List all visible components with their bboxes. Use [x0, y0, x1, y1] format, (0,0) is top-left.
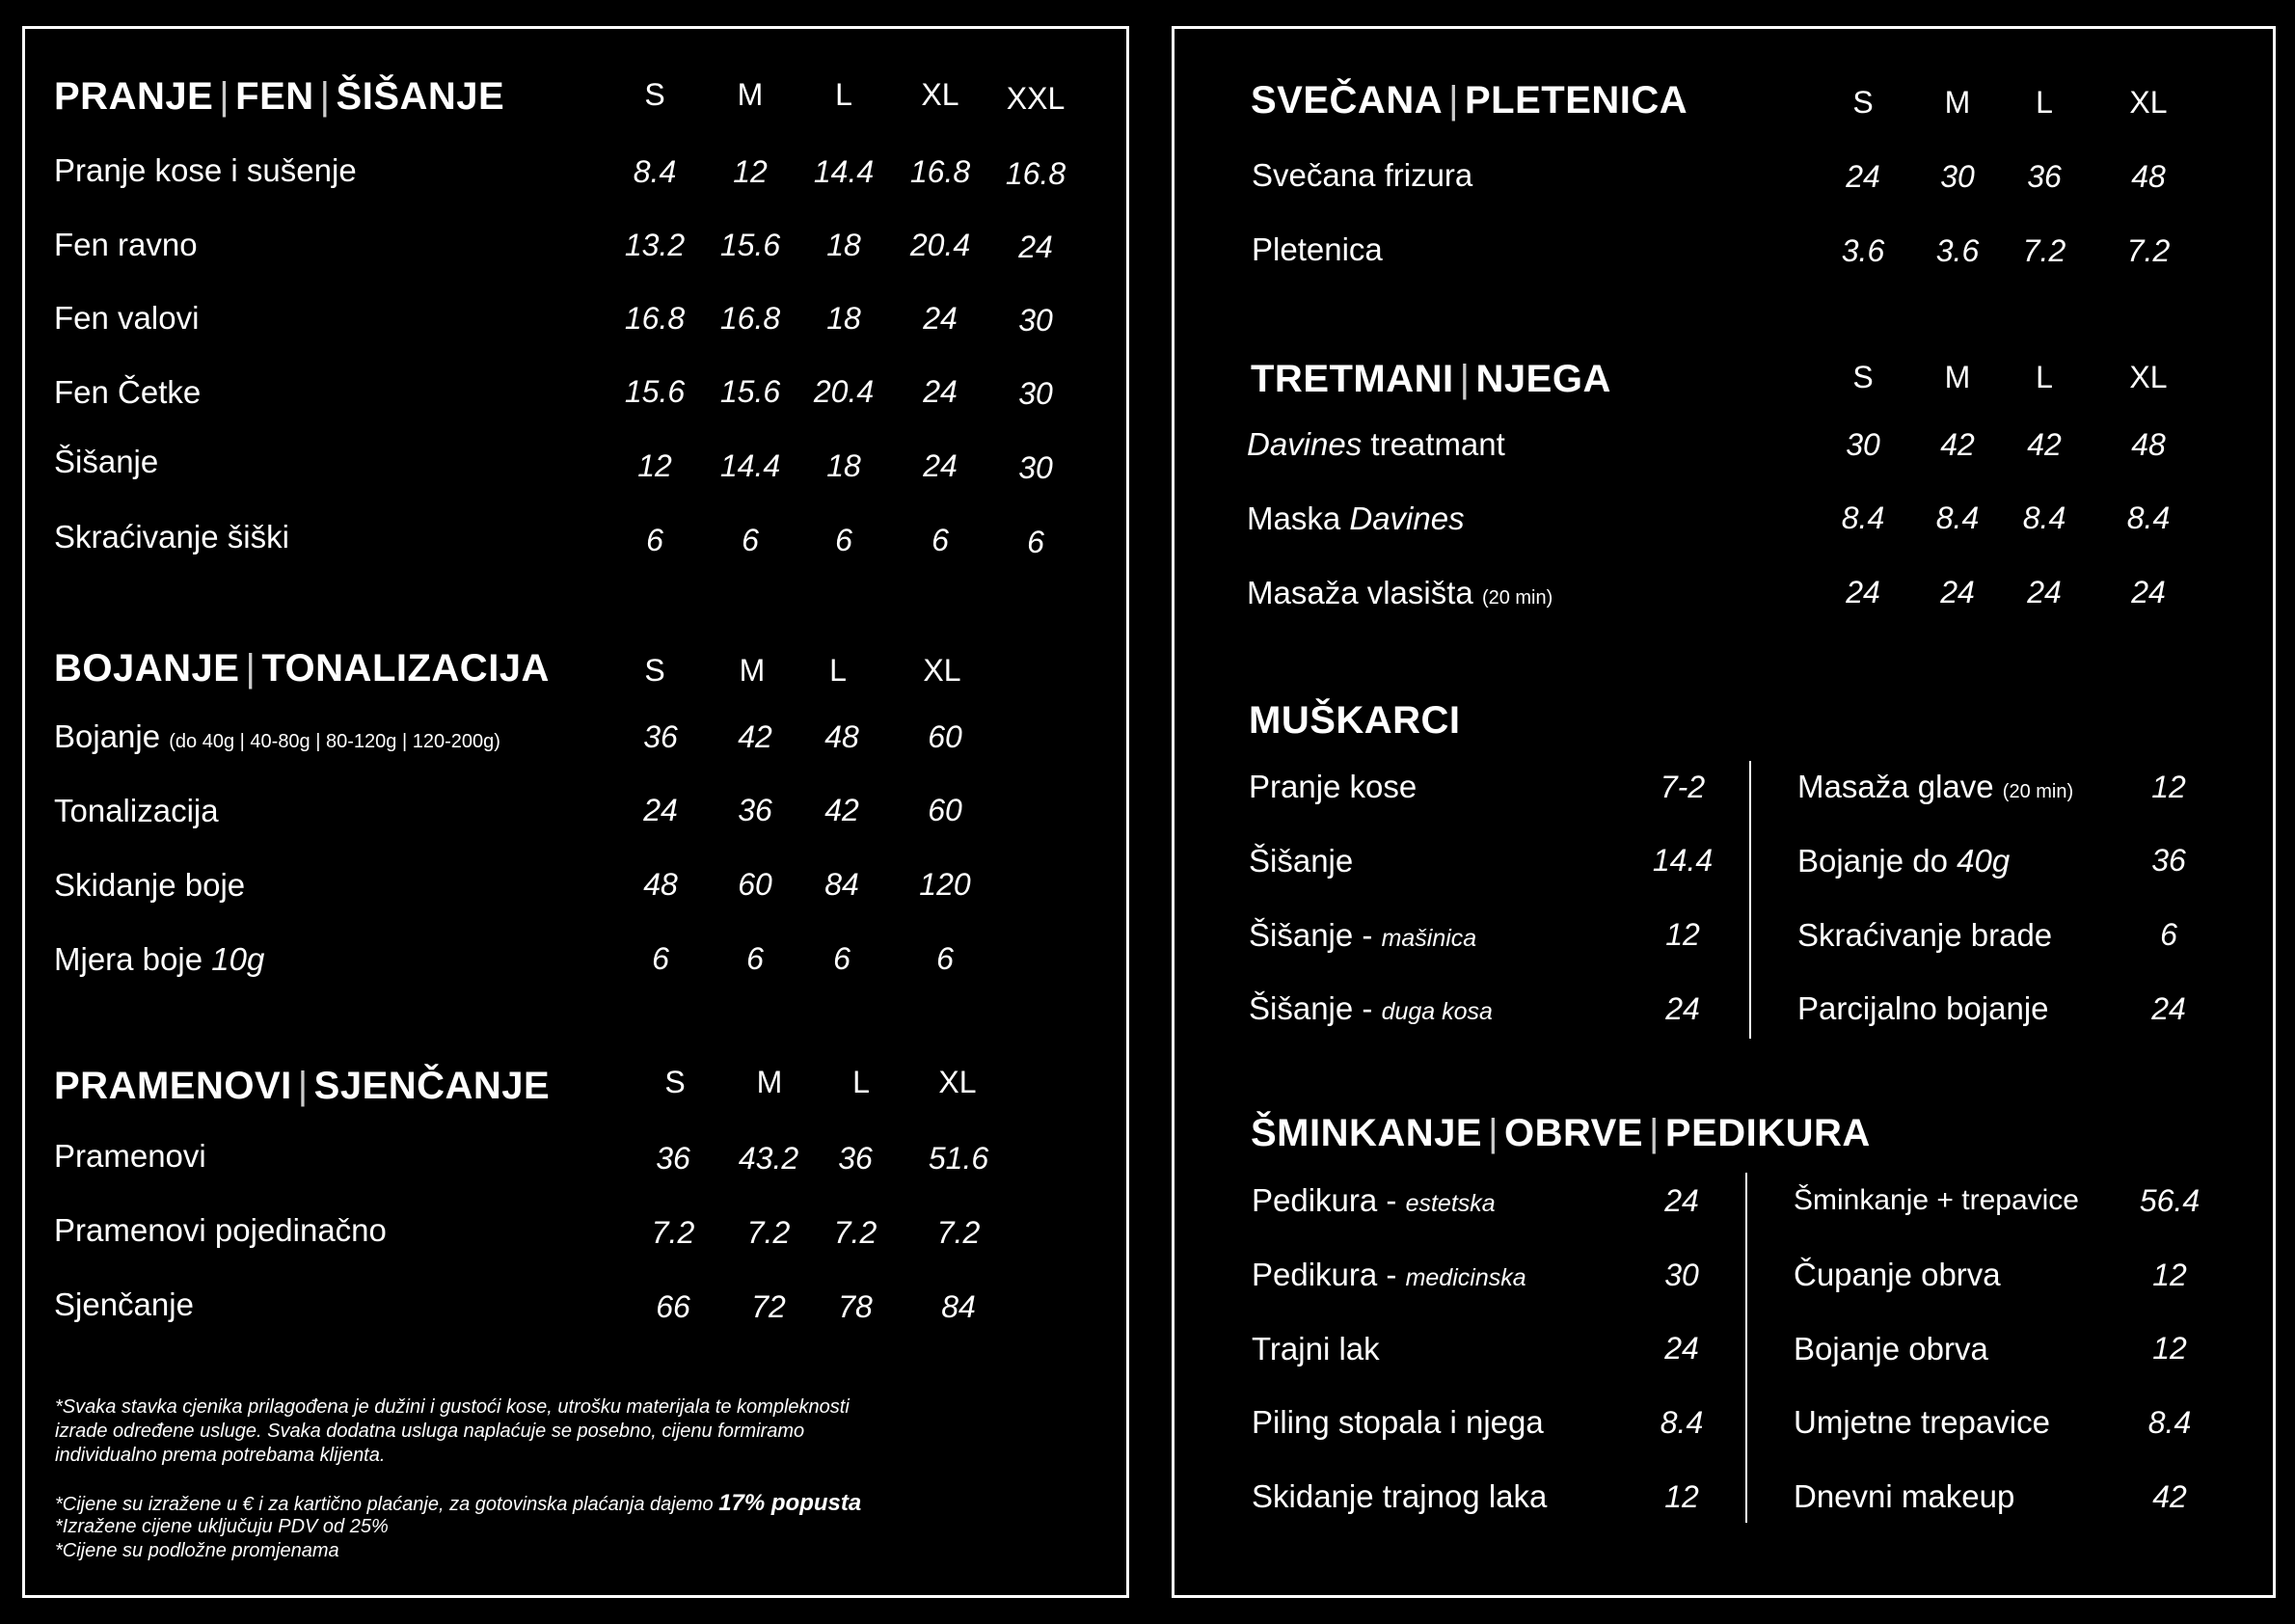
- price-value: 6: [646, 523, 663, 557]
- price-value: 12: [1664, 1479, 1699, 1514]
- col-header: XL: [2129, 85, 2168, 120]
- service-label: Šišanje: [54, 444, 159, 479]
- price-value: 7.2: [2022, 233, 2066, 268]
- col-header: XL: [921, 77, 959, 112]
- price-value: 8.4: [633, 154, 677, 189]
- col-header: L: [829, 653, 847, 688]
- service-label: Skraćivanje brade: [1797, 917, 2053, 953]
- service-label: Masaža glave (20 min): [1797, 769, 2074, 804]
- service-label: Trajni lak: [1252, 1331, 1380, 1367]
- service-label: Bojanje do 40g: [1797, 843, 2011, 879]
- price-value: 3.6: [1935, 233, 1980, 268]
- price-value: 60: [738, 867, 772, 902]
- price-value: 24: [1940, 575, 1975, 609]
- price-value: 42: [2152, 1479, 2187, 1514]
- col-header: S: [1852, 85, 1874, 120]
- price-value: 36: [838, 1141, 873, 1176]
- price-value: 6: [2160, 917, 2177, 952]
- price-value: 36: [643, 719, 678, 754]
- service-label: Bojanje (do 40g | 40-80g | 80-120g | 120-200g): [54, 718, 500, 754]
- price-value: 60: [928, 793, 962, 827]
- col-header: M: [756, 1065, 783, 1099]
- section-title-sminkanje: ŠMINKANJE | OBRVE | PEDIKURA: [1251, 1112, 1871, 1154]
- price-value: 48: [2131, 427, 2166, 462]
- service-label: Šišanje - duga kosa: [1249, 990, 1493, 1026]
- footnote: *Svaka stavka cjenika prilagođena je dužini i gustoći kose, utrošku materijala te kompleknosti: [55, 1396, 850, 1418]
- service-label: Sjenčanje: [54, 1286, 194, 1322]
- price-value: 7.2: [2126, 233, 2171, 268]
- price-value: 120: [919, 867, 971, 902]
- price-value: 24: [923, 374, 958, 409]
- price-value: 12: [2152, 1258, 2187, 1292]
- price-value: 8.4: [2022, 501, 2066, 535]
- section-title-pramenovi: PRAMENOVI | SJENČANJE: [54, 1065, 551, 1107]
- col-header: S: [664, 1065, 686, 1099]
- section-title-muskarci: MUŠKARCI: [1249, 699, 1461, 742]
- price-value: 48: [824, 719, 859, 754]
- col-header: M: [1944, 360, 1971, 394]
- col-header: XXL: [1006, 81, 1066, 116]
- price-value: 43.2: [738, 1141, 799, 1176]
- price-value: 24: [1018, 230, 1053, 264]
- price-value: 6: [936, 941, 954, 976]
- price-value: 42: [2027, 427, 2062, 462]
- price-value: 7.2: [936, 1215, 981, 1250]
- service-label: Pramenovi: [54, 1138, 206, 1174]
- service-label: Pranje kose: [1249, 769, 1418, 804]
- service-label: Šminkanje + trepavice: [1794, 1184, 2079, 1216]
- price-value: 16.8: [909, 154, 971, 189]
- price-value: 66: [656, 1289, 690, 1324]
- price-value: 24: [1665, 991, 1700, 1026]
- price-value: 12: [2151, 770, 2186, 804]
- price-value: 16.8: [1005, 156, 1066, 191]
- price-value: 42: [824, 793, 859, 827]
- footnote: *Cijene su podložne promjenama: [55, 1540, 339, 1561]
- service-label: Piling stopala i njega: [1252, 1404, 1544, 1440]
- price-value: 18: [826, 448, 861, 483]
- price-value: 15.6: [719, 374, 781, 409]
- price-value: 18: [826, 228, 861, 262]
- service-label: Čupanje obrva: [1794, 1257, 2001, 1292]
- price-value: 8.4: [2147, 1405, 2192, 1440]
- price-value: 8.4: [1841, 501, 1885, 535]
- price-value: 84: [941, 1289, 976, 1324]
- col-header: L: [835, 77, 852, 112]
- col-header: S: [644, 77, 665, 112]
- price-value: 36: [656, 1141, 690, 1176]
- price-value: 78: [838, 1289, 873, 1324]
- col-header: XL: [923, 653, 961, 688]
- price-value: 6: [932, 523, 949, 557]
- service-label: Skidanje trajnog laka: [1252, 1478, 1548, 1514]
- service-label: Pletenica: [1252, 231, 1383, 267]
- price-value: 36: [2151, 843, 2186, 878]
- column-divider: [1745, 1173, 1747, 1523]
- price-value: 14.4: [1652, 843, 1714, 878]
- section-title-pranje: PRANJE | FEN | ŠIŠANJE: [54, 75, 505, 118]
- section-title-bojanje: BOJANJE | TONALIZACIJA: [54, 647, 550, 690]
- price-value: 13.2: [624, 228, 686, 262]
- service-label: Dnevni makeup: [1794, 1478, 2015, 1514]
- price-value: 8.4: [1935, 501, 1980, 535]
- price-value: 24: [1846, 159, 1880, 194]
- price-value: 15.6: [624, 374, 686, 409]
- price-value: 56.4: [2139, 1183, 2200, 1218]
- price-value: 3.6: [1841, 233, 1885, 268]
- price-value: 42: [738, 719, 772, 754]
- service-label: Masaža vlasišta (20 min): [1247, 575, 1553, 610]
- price-value: 42: [1940, 427, 1975, 462]
- col-header: M: [737, 77, 764, 112]
- price-value: 20.4: [909, 228, 971, 262]
- col-header: S: [644, 653, 665, 688]
- service-label: Tonalizacija: [54, 793, 219, 828]
- section-title-svecana: SVEČANA | PLETENICA: [1251, 79, 1688, 122]
- price-value: 7.2: [833, 1215, 878, 1250]
- service-label: Fen Četke: [54, 374, 202, 410]
- service-label: Šišanje: [1249, 843, 1354, 879]
- price-value: 84: [824, 867, 859, 902]
- col-header: M: [1944, 85, 1971, 120]
- price-value: 6: [835, 523, 852, 557]
- price-value: 6: [833, 941, 850, 976]
- price-value: 36: [2027, 159, 2062, 194]
- price-value: 8.4: [2126, 501, 2171, 535]
- price-value: 60: [928, 719, 962, 754]
- price-value: 16.8: [624, 301, 686, 336]
- service-label: Parcijalno bojanje: [1797, 990, 2049, 1026]
- service-label: Pranje kose i sušenje: [54, 152, 357, 188]
- price-value: 20.4: [813, 374, 875, 409]
- footnote: izrade određene usluge. Svaka dodatna usluga naplaćuje se posebno, cijenu formiramo: [55, 1421, 805, 1442]
- price-value: 30: [1664, 1258, 1699, 1292]
- service-label: Fen valovi: [54, 300, 200, 336]
- price-value: 72: [751, 1289, 786, 1324]
- price-value: 24: [2131, 575, 2166, 609]
- price-value: 14.4: [719, 448, 781, 483]
- price-value: 24: [2027, 575, 2062, 609]
- service-label: Skraćivanje šiški: [54, 519, 289, 555]
- service-label: Fen ravno: [54, 227, 198, 262]
- price-value: 7.2: [651, 1215, 695, 1250]
- price-value: 8.4: [1660, 1405, 1704, 1440]
- service-label: Pedikura - estetska: [1252, 1182, 1496, 1218]
- col-header: XL: [2129, 360, 2168, 394]
- service-label: Davines treatmant: [1247, 426, 1505, 462]
- col-header: XL: [938, 1065, 977, 1099]
- price-value: 12: [637, 448, 672, 483]
- col-header: L: [2036, 85, 2053, 120]
- footnote: *Izražene cijene uključuju PDV od 25%: [55, 1516, 389, 1537]
- col-header: L: [2036, 360, 2053, 394]
- section-title-tretmani: TRETMANI | NJEGA: [1251, 358, 1611, 400]
- column-divider: [1749, 761, 1751, 1039]
- price-value: 24: [923, 448, 958, 483]
- price-value: 30: [1940, 159, 1975, 194]
- col-header: S: [1852, 360, 1874, 394]
- service-label: Pramenovi pojedinačno: [54, 1212, 387, 1248]
- price-value: 24: [1846, 575, 1880, 609]
- price-value: 30: [1018, 450, 1053, 485]
- service-label: Skidanje boje: [54, 867, 246, 903]
- price-value: 12: [2152, 1331, 2187, 1366]
- price-value: 18: [826, 301, 861, 336]
- price-value: 12: [733, 154, 768, 189]
- price-value: 12: [1665, 917, 1700, 952]
- col-header: L: [852, 1065, 870, 1099]
- service-label: Svečana frizura: [1252, 157, 1473, 193]
- price-value: 30: [1018, 303, 1053, 338]
- price-value: 6: [746, 941, 764, 976]
- price-value: 15.6: [719, 228, 781, 262]
- service-label: Pedikura - medicinska: [1252, 1257, 1526, 1292]
- price-value: 30: [1846, 427, 1880, 462]
- price-value: 24: [2151, 991, 2186, 1026]
- price-value: 36: [738, 793, 772, 827]
- service-label: Mjera boje 10g: [54, 941, 265, 977]
- price-value: 14.4: [813, 154, 875, 189]
- price-value: 24: [923, 301, 958, 336]
- price-value: 24: [1664, 1183, 1699, 1218]
- price-value: 30: [1018, 376, 1053, 411]
- price-value: 48: [2131, 159, 2166, 194]
- price-value: 7.2: [746, 1215, 791, 1250]
- price-value: 16.8: [719, 301, 781, 336]
- footnote-discount: *Cijene su izražene u € i za kartično plaćanje, za gotovinska plaćanja dajemo 17% popusta: [55, 1490, 862, 1516]
- service-label: Maska Davines: [1247, 501, 1465, 536]
- price-value: 48: [643, 867, 678, 902]
- price-value: 51.6: [928, 1141, 989, 1176]
- service-label: Bojanje obrva: [1794, 1331, 1988, 1367]
- price-value: 24: [643, 793, 678, 827]
- price-value: 6: [1027, 525, 1044, 559]
- price-value: 7-2: [1660, 770, 1706, 804]
- service-label: Umjetne trepavice: [1794, 1404, 2050, 1440]
- footnote: individualno prema potrebama klijenta.: [55, 1445, 386, 1466]
- price-value: 6: [742, 523, 759, 557]
- price-value: 24: [1664, 1331, 1699, 1366]
- price-value: 6: [652, 941, 669, 976]
- col-header: M: [739, 653, 766, 688]
- service-label: Šišanje - mašinica: [1249, 917, 1477, 953]
